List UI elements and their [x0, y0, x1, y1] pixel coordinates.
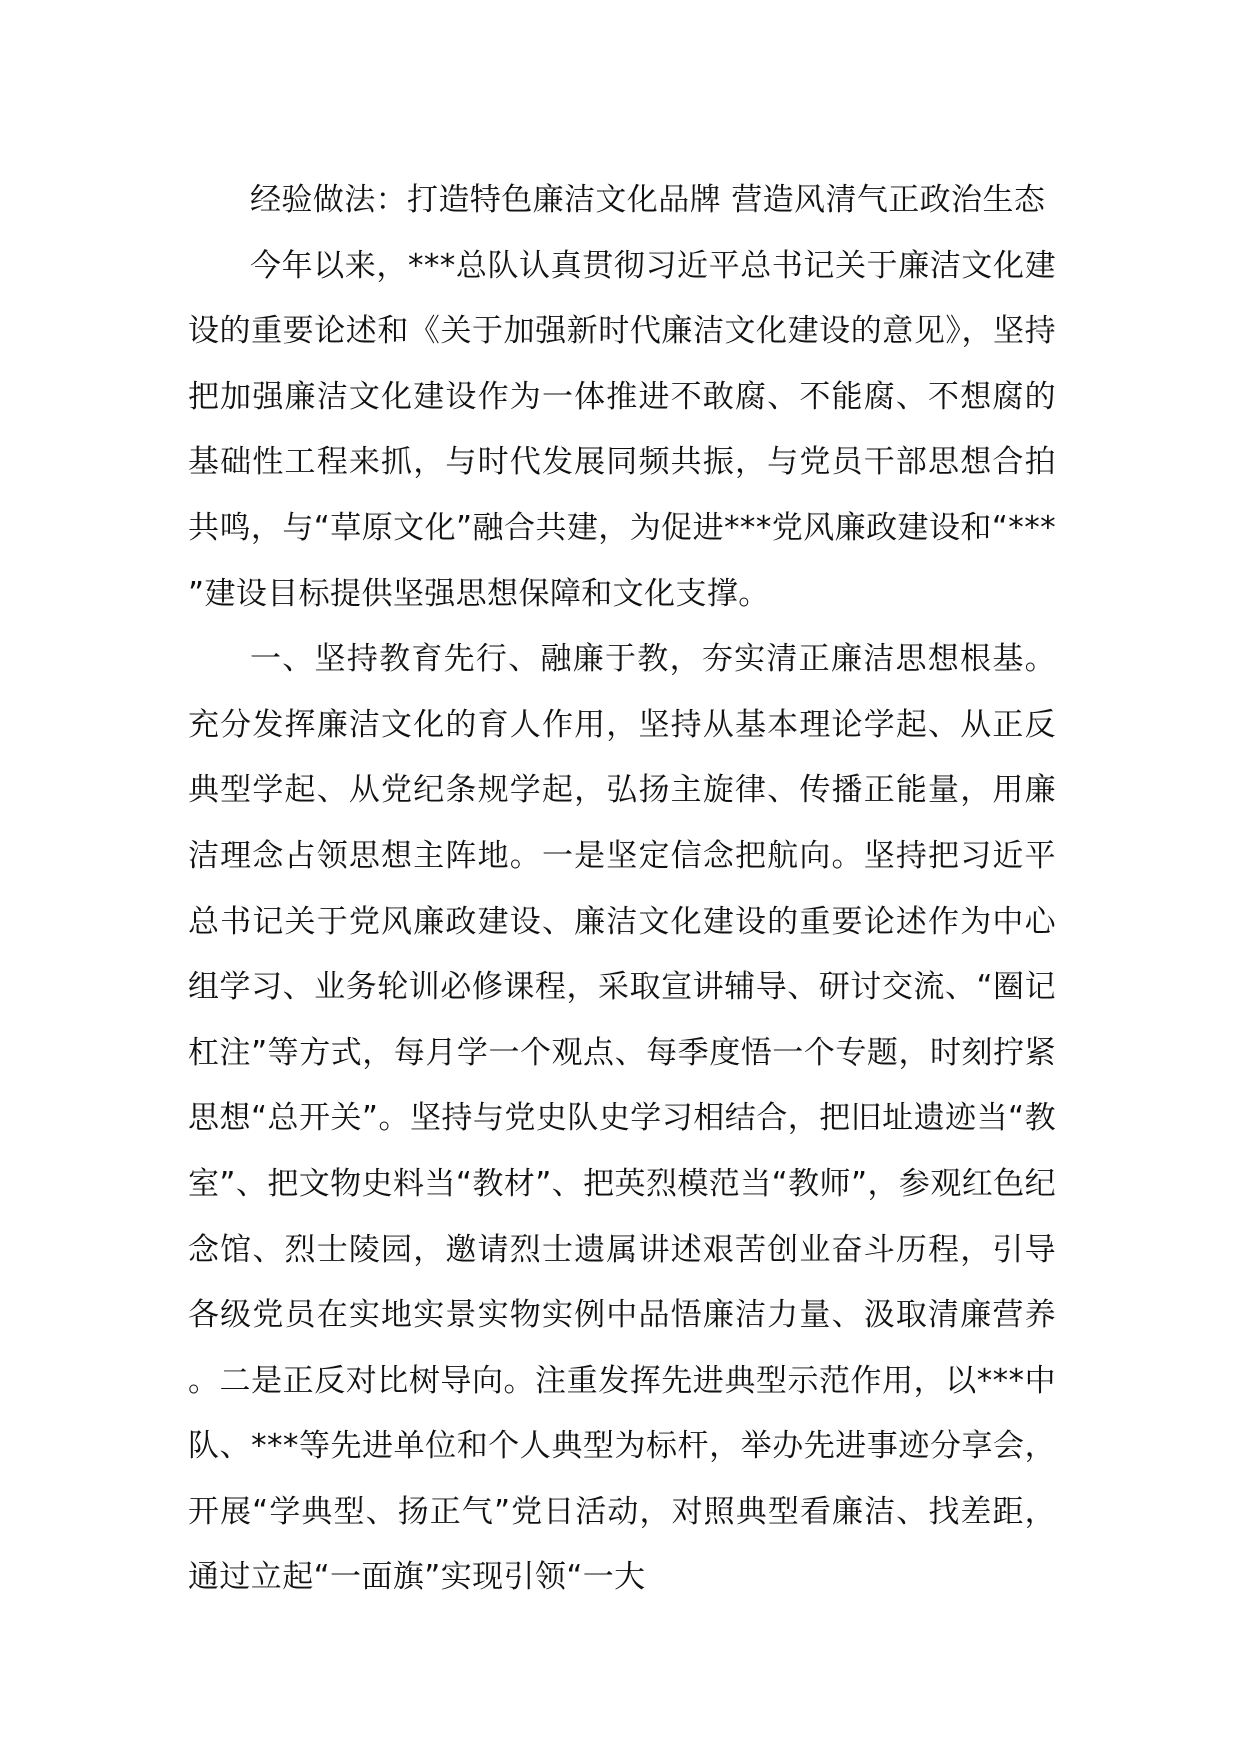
document-title: 经验做法：打造特色廉洁文化品牌 营造风清气正政治生态: [250, 182, 1046, 218]
paragraph-section-one: 一、坚持教育先行、融廉于教，夯实清正廉洁思想根基。充分发挥廉洁文化的育人作用，坚持从基本理论学起、从正反典型学起、从党纪条规学起，弘扬主旋律、传播正能量，用廉洁理念占领思想主阵地。一是坚定信念把航向。坚持把习近平总书记关于党风廉政建设、廉洁文化建设的重要论述作为中心组学习、业务轮训必修课程，采取宣讲辅导、研讨交流、“圈记杠注”等方式，每月学一个观点、每季度悟一个专题，时刻拧紧思想“总开关”。坚持与党史队史学习相结合，把旧址遗迹当“教室”、把文物史料当“教材”、把英烈模范当“教师”，参观红色纪念馆、烈士陵园，邀请烈士遗属讲述艰苦创业奋斗历程，引导各级党员在实地实景实物实例中品悟廉洁力量、汲取清廉营养。二是正反对比树导向。注重发挥先进典型示范作用，以***中队、***等先进单位和个人典型为标杆，举办先进事迹分享会，开展“学典型、扬正气”党日活动，对照典型看廉洁、找差距，通过立起“一面旗”实现引领“一大: [188, 641, 1056, 1596]
paragraph-intro: 今年以来，***总队认真贯彻习近平总书记关于廉洁文化建设的重要论述和《关于加强新时代廉洁文化建设的意见》，坚持把加强廉洁文化建设作为一体推进不敢腐、不能腐、不想腐的基础性工程来抓，与时代发展同频共振，与党员干部思想合拍共鸣，与“草原文化”融合共建，为促进***党风廉政建设和“***”建设目标提供坚强思想保障和文化支撑。: [188, 247, 1056, 612]
document-body: [188, 168, 1056, 1611]
